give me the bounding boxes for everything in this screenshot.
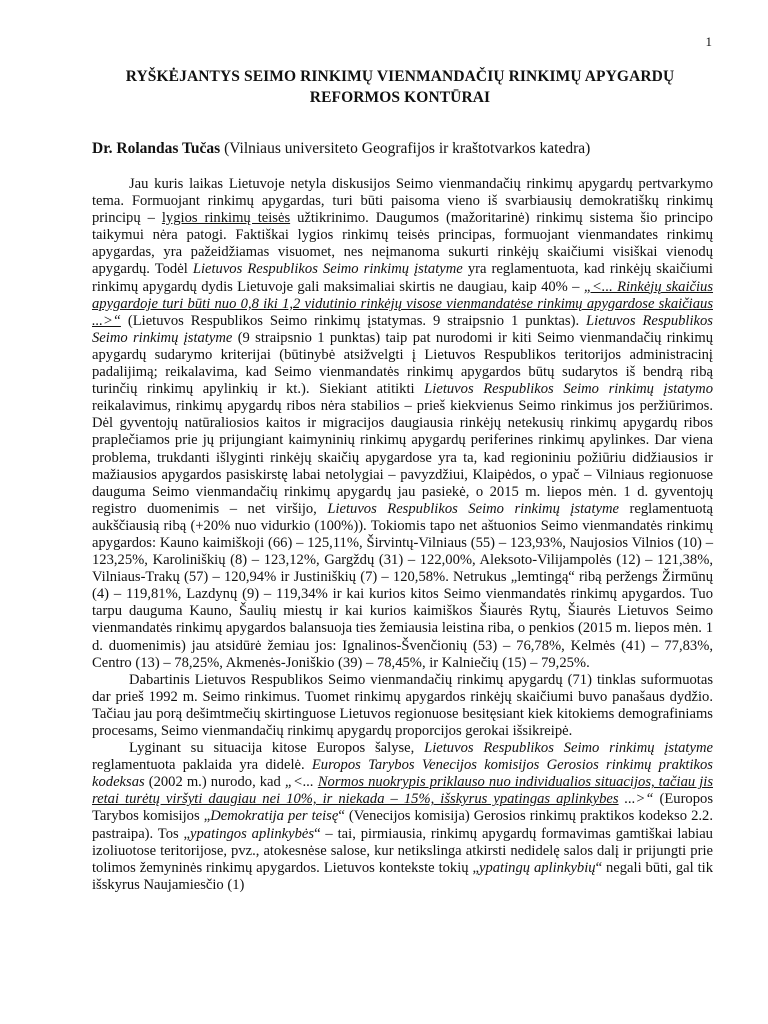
commission-name: Demokratija per teisę <box>210 808 339 825</box>
law-title: Lietuvos Respublikos Seimo rinkimų įstatymo <box>424 381 713 398</box>
text-run: Jau kuris laikas Lietuvoje netyla diskusijos Seimo vienmandačių rinkimų apygardų pertvarkymo tema. Formuojant rinkimų apygardas, turi būti paisoma vieno iš svarbiausių demokratiškų rinkimų principų – <box>92 176 713 227</box>
author-affiliation: (Vilniaus universiteto Geografijos ir kraštotvarkos katedra) <box>220 140 591 157</box>
text-run: (2002 m.) nurodo, kad <box>144 774 285 791</box>
author-name: Dr. Rolandas Tučas <box>92 140 221 157</box>
quote-open: „<... <box>284 774 318 791</box>
paragraph-1 <box>92 176 713 672</box>
law-quote: „<... Rinkėjų skaičius apygardoje turi būti nuo 0,8 iki 1,2 vidutinio rinkėjų visose vienmandatėse rinkimų apygardose skaičiaus ...>“ <box>92 278 714 329</box>
text-run: užtikrinimo. Daugumos (mažoritarinė) rinkimų sistema šio principo taikymui nėra patogi. Faktiškai lygios rinkimų teisės principas, formuojant vienmandates rinkimų apygardas, yra pažeidžiamas visuomet, nes neįmanoma sukurti rinkėjų skaičiumi visiškai vienodų apygardų. Todėl <box>92 210 713 278</box>
law-title: Lietuvos Respublikos Seimo rinkimų įstatyme <box>92 312 713 346</box>
text-run: “ – tai, pirmiausia, rinkimų apygardų formavimas gamtiškai labiau izoliuotose teritorijose, pvz., atokesnėse salose, kur netikslinga atkirsti nedidelę salos dalį ir prijungti prie tolimos žemyninės rinkimų apygardos. Lietuvos kontekste tokių „ <box>92 825 713 876</box>
text-run: (Europos Tarybos komisijos „ <box>92 791 713 825</box>
code-quote: Normos nuokrypis priklauso nuo individualios situacijos, tačiau jis retai turėtų viršyti daugiau nei 10%, ir niekada – 15%, išskyrus ypatingas aplinkybes <box>92 774 713 808</box>
text-run: reglamentuota paklaida yra didelė. <box>92 757 312 774</box>
document-title: RYŠKĖJANTYS SEIMO RINKIMŲ VIENMANDAČIŲ RINKIMŲ APYGARDŲ REFORMOS KONTŪRAI <box>125 68 675 106</box>
law-title: Lietuvos Respublikos Seimo rinkimų įstatyme <box>327 500 620 517</box>
text-run: (9 straipsnio 1 punktas) taip pat nurodomi ir kiti Seimo vienmandačių rinkimų apygardų sudarymo kriterijai (būtinybė atsižvelgti į Lietuvos Respublikos teritorijos administracinį padalijimą; reikalavima, kad Seimo vienmandatės rinkimų apygardos būtų sudarytos iš bendrą ribą turinčių rinkimų apylinkių ir kt.). Siekiant atitikti <box>92 329 713 398</box>
document-body <box>92 176 713 894</box>
code-title: Europos Tarybos Venecijos komisijos Gerosios rinkimų praktikos kodeksas <box>92 757 713 791</box>
author-line <box>92 139 712 159</box>
text-run: yra reglamentuota, kad rinkėjų skaičiumi rinkimų apygardų dydis Lietuvoje gali maksimaliai skirtis ne daugiau, kaip 40% – <box>92 261 713 295</box>
italic-term: ypatingų aplinkybių <box>478 859 596 876</box>
text-run: “ negali būti, gal tik išskyrus Naujamiesčio (1) <box>92 859 713 893</box>
quote-close: ...>“ <box>618 791 654 808</box>
text-run: (Lietuvos Respublikos Seimo rinkimų įstatymas. 9 straipsnio 1 punktas). <box>120 312 587 329</box>
text-run: reglamentuotą aukščiausią ribą (+20% nuo vidurkio (100%)). Tokiomis tapo net aštuonios Seimo vienmandatės rinkimų apygardos: Kauno kaimiškoji (66) – 125,11%, Širvintų-Vilniaus (55) – 123,93%, Naujosios Vilnios (10) – 123,25%, Karoliniškių (8) – 123,12%, Gargždų (31) – 122,00%, Aleksoto-Vilijampolės (12) – 121,38%, Vilniaus-Trakų (57) – 120,94% ir Justiniškių (7) – 120,58%. Netrukus „lemtingą“ ribą peržengs Žirmūnų (4) – 119,81%, Lazdynų (9) – 119,34% ir kai kurios kitos Seimo vienmandatės rinkimų apygardos. Tuo tarpu dauguma Kauno, Šaulių miestų ir kai kurios kaimiškos Šiaurės Rytų, Šiaurės Lietuvos Seimo vienmandatės rinkimų apygardos balansuoja ties žemiausia leistina riba, o penkios (2015 m. liepos mėn. 1 d. duomenimis) jau atsidūrė žemiau jos: Ignalinos-Švenčionių (53) – 76,78%, Kelmės (41) – 77,83%, Centro (13) – 78,25%, Akmenės-Joniškio (39) – 78,45%, ir Kalniečių (15) – 79,25%. <box>92 500 713 671</box>
italic-term: ypatingos aplinkybės <box>190 825 315 842</box>
page-number: 1 <box>705 34 712 49</box>
text-run: Lyginant su situacija kitose Europos šalyse, <box>129 740 425 757</box>
paragraph-2: Dabartinis Lietuvos Respublikos Seimo vienmandačių rinkimų apygardų (71) tinklas suformuotas dar prieš 1992 m. Seimo rinkimus. Tuomet rinkimų apygardos rinkėjų skaičiumi buvo panašaus dydžio. Tačiau jau porą dešimtmečių skirtinguose Lietuvos regionuose besitęsiant kiek kitokiems demografiniams procesams, Seimo vienmandačių rinkimų apygardų proporcijos gerokai išsikreipė. <box>92 671 713 739</box>
text-run: reikalavimus, rinkimų apygardų ribos nėra stabilios – prieš kiekvienus Seimo rinkimus jos peržiūrimos. Dėl gyventojų natūraliosios kaitos ir migracijos daugiausia rinkėjų netekusių rinkimų apygardų ribos praplečiamos prie jų prijungiant kaimyninių rinkimų apygardų periferines rinkimų apylinkes. Dar viena problema, trukdanti išlyginti rinkėjų skaičių apygardose yra ta, kad regioniniu požiūriu didžiausios ir mažiausios apygardos pasiskirstę labai netolygiai – pavyzdžiui, Klaipėdos, o ypač – Vilniaus regionuose dauguma Seimo vienmandačių rinkimų apygardų jau pasiekė, o 2015 m. liepos mėn. 1 d. gyventojų registro duomenimis – net viršijo, <box>92 398 713 517</box>
underlined-text: lygios rinkimų teisės <box>161 210 291 227</box>
paragraph-3 <box>92 740 713 894</box>
law-title: Lietuvos Respublikos Seimo rinkimų įstatyme <box>192 261 463 278</box>
law-title: Lietuvos Respublikos Seimo rinkimų įstatyme <box>424 740 713 757</box>
text-run: “ (Venecijos komisija) Gerosios rinkimų praktikos kodekso 2.2. pastraipa). Tos „ <box>92 808 713 842</box>
